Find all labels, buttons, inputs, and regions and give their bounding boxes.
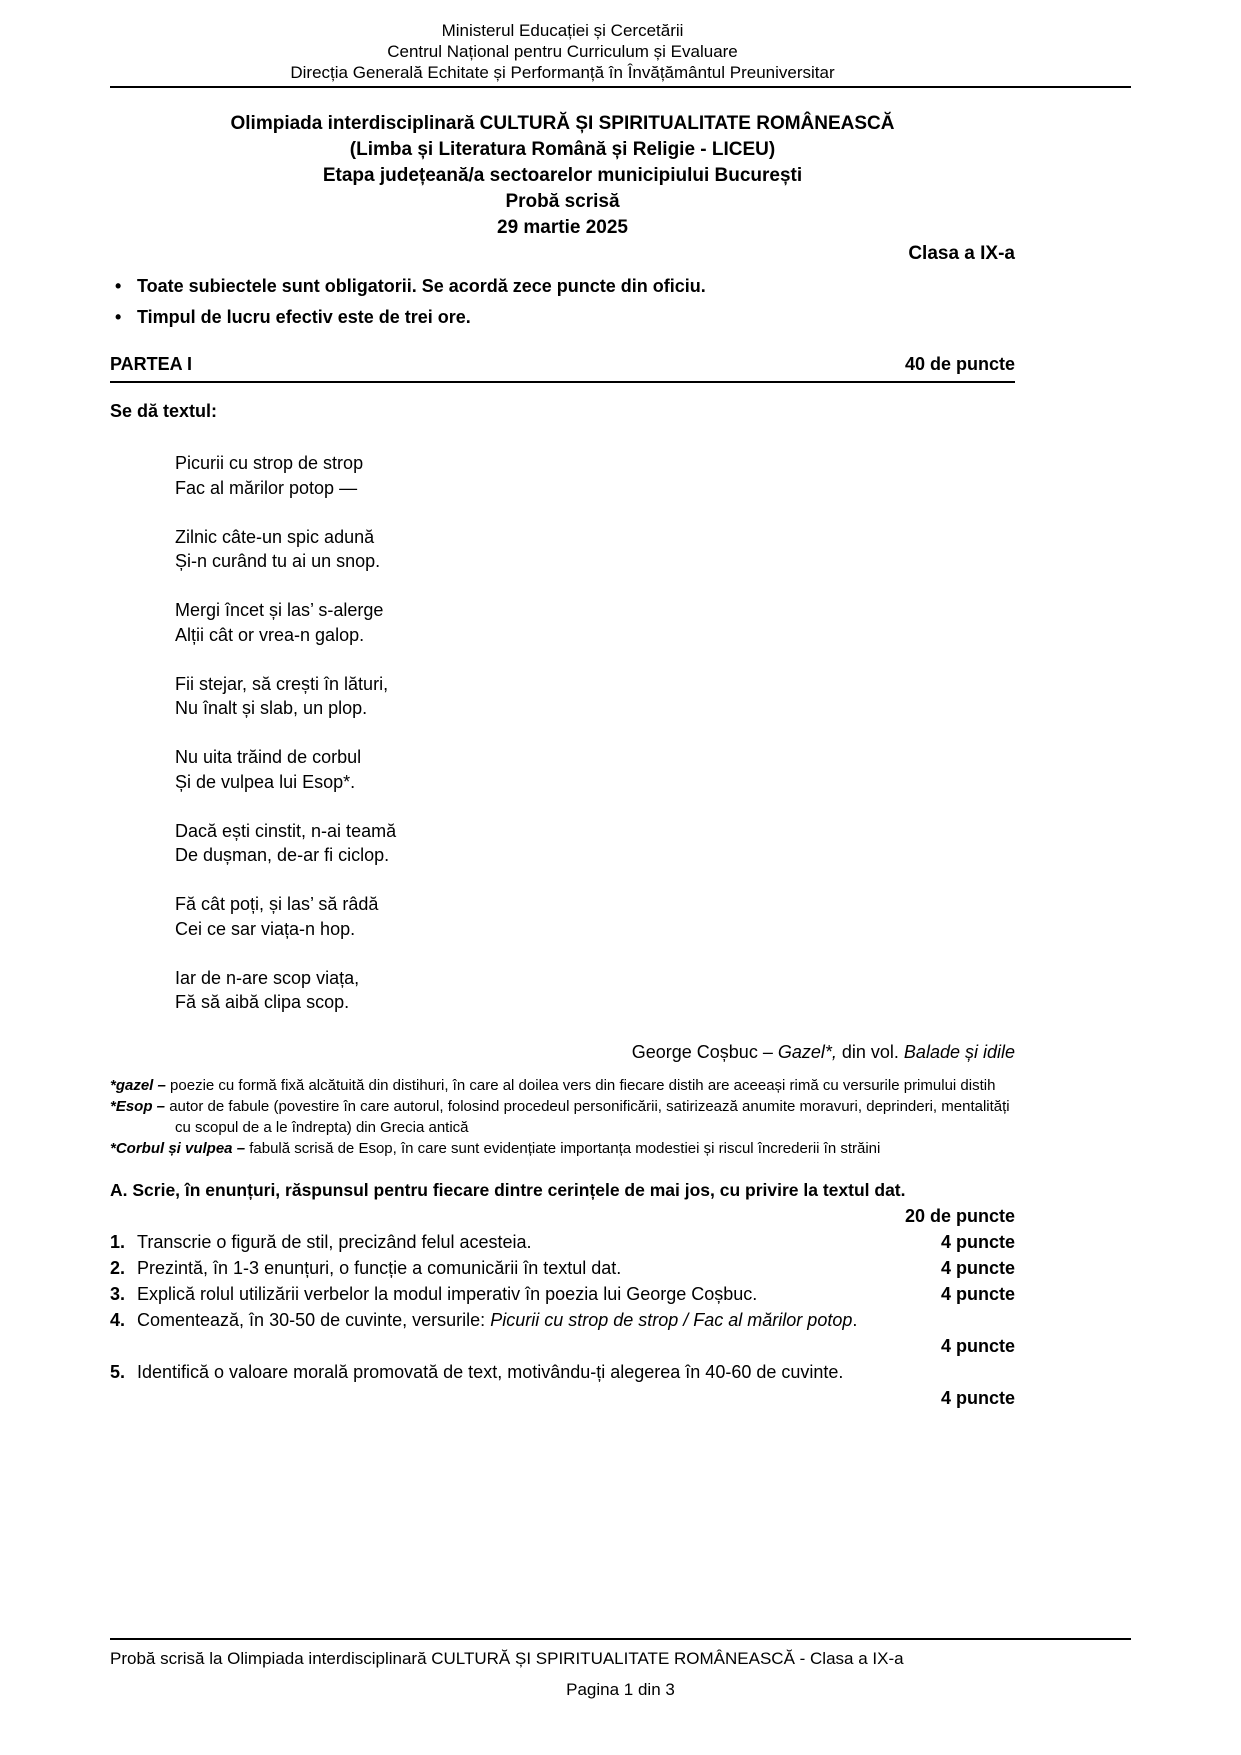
poem-verse: De dușman, de-ar fi ciclop. [175, 845, 390, 865]
header-line-directorate: Direcția Generală Echitate și Performanță în Învățământul Preuniversitar [290, 63, 835, 82]
attribution-volume-label: din vol. [836, 1042, 904, 1062]
title-stage: Etapa județeană/a sectoarelor municipiului București [322, 165, 803, 186]
title-block [110, 111, 1015, 241]
title-exam-type: Probă scrisă [505, 191, 620, 212]
part1-points: 40 de puncte [904, 354, 1015, 374]
poem-stanza [175, 745, 1015, 794]
document-body [110, 111, 1131, 1411]
poem-verse: Fac al mărilor potop — [175, 477, 358, 498]
requirement-number: 3. [110, 1284, 126, 1304]
requirement-points: 4 puncte [940, 1258, 1015, 1278]
poem-verse: Nu uita trăind de corbul [175, 747, 362, 767]
poem-stanza [175, 892, 1015, 941]
instruction-item [110, 273, 1015, 299]
footer-exam-label: Probă scrisă la Olimpiada interdisciplinară CULTURĂ ȘI SPIRITUALITATE ROMÂNEASCĂ - Clasa a IX-a [110, 1649, 904, 1668]
requirement-points: 4 puncte [940, 1284, 1015, 1304]
section-a-points: 20 de puncte [904, 1206, 1015, 1226]
requirement-text: 4. Comentează, în 30-50 de cuvinte, versurile: Picurii cu strop de strop / Fac al mărilor potop. [110, 1307, 1015, 1333]
bullet-icon [110, 304, 137, 330]
attribution-author: George Coșbuc – [631, 1042, 778, 1062]
requirement-points: 4 puncte [940, 1232, 1015, 1252]
poem-stanza [175, 819, 1015, 868]
instruction-text: Toate subiectele sunt obligatorii. Se acordă zece puncte din oficiu. [137, 276, 706, 296]
requirement-points: 4 puncte [940, 1336, 1015, 1356]
footnote-term: *Corbul și vulpea – [110, 1140, 246, 1157]
requirement-number: 2. [110, 1258, 126, 1278]
section-a [110, 1177, 1015, 1411]
document-header [110, 20, 1131, 83]
poem-verse: Mergi încet și las’ s-alerge [175, 600, 384, 620]
footnote-corbul-si-vulpea [110, 1138, 1015, 1159]
requirement-number: 1. [110, 1232, 126, 1252]
poem-verse: Nu înalt și slab, un plop. [175, 698, 368, 718]
instructions-list [110, 273, 1015, 330]
requirement-item-5 [110, 1359, 1015, 1385]
instruction-item [110, 304, 1015, 330]
part1-heading [110, 351, 1015, 383]
poem-verse: Fă să aibă clipa scop. [175, 992, 350, 1012]
poem-verse: Cei ce sar viața-n hop. [175, 918, 356, 939]
bullet-icon [110, 273, 137, 299]
header-line-ministry: Ministerul Educației și Cercetării [441, 21, 684, 40]
requirement-number: 4. [110, 1310, 126, 1330]
attribution-volume-title: Balade și idile [903, 1042, 1015, 1062]
section-a-heading: A. Scrie, în enunțuri, răspunsul pentru fiecare dintre cerințele de mai jos, cu privire la textul dat. [110, 1180, 906, 1200]
header-line-center: Centrul Național pentru Curriculum și Evaluare [387, 42, 738, 61]
text-intro: Se dă textul: [110, 401, 218, 421]
footnote-term: *Esop – [110, 1098, 166, 1115]
requirement-item-3 [110, 1281, 1015, 1307]
poem-verse: Dacă ești cinstit, n-ai teamă [175, 820, 397, 841]
requirement-text: 1. Transcrie o figură de stil, precizând felul acesteia. [110, 1229, 929, 1255]
title-subjects: (Limba și Literatura Română și Religie - LICEU) [349, 139, 776, 160]
poem-verse: Iar de n-are scop viața, [175, 967, 360, 988]
requirement-number: 5. [110, 1362, 126, 1382]
requirement-text: 2. Prezintă, în 1-3 enunțuri, o funcție a comunicării în textul dat. [110, 1255, 929, 1281]
footnote-text: poezie cu formă fixă alcătuită din distihuri, în care al doilea vers din fiecare distih are aceeași rimă cu versurile primului distih [165, 1077, 996, 1094]
footnotes [110, 1075, 1015, 1159]
part1-label: PARTEA I [110, 354, 193, 374]
requirement-text: 3. Explică rolul utilizării verbelor la modul imperativ în poezia lui George Coșbuc. [110, 1281, 929, 1307]
poem-stanza [175, 966, 1015, 1015]
title-date: 29 martie 2025 [497, 217, 628, 238]
poem-verse: Zilnic câte-un spic adună [175, 526, 375, 547]
footnote-term: *gazel – [110, 1077, 166, 1094]
title-olympiad: Olimpiada interdisciplinară CULTURĂ ȘI SPIRITUALITATE ROMÂNEASCĂ [230, 113, 895, 134]
attribution-work-title: Gazel*, [777, 1042, 837, 1062]
poem-stanza [175, 598, 1015, 647]
poem-stanza [175, 451, 1015, 500]
footnote-esop [110, 1096, 1015, 1138]
footnote-text: fabulă scrisă de Esop, în care sunt evidențiate importanța modestiei și riscul încrederii în străini [245, 1140, 881, 1157]
requirement-text: 5. Identifică o valoare morală promovată de text, motivându-ți alegerea în 40-60 de cuvinte. [110, 1359, 1015, 1385]
poem-verse: Și de vulpea lui Esop*. [175, 771, 356, 792]
requirement-item-4 [110, 1307, 1015, 1333]
poem-stanza [175, 525, 1015, 574]
poem-verse: Picurii cu strop de strop [175, 453, 364, 473]
document-footer [110, 1638, 1131, 1700]
footnote-gazel [110, 1075, 1015, 1096]
poem-verse: Alții cât or vrea-n galop. [175, 624, 365, 645]
poem-verse: Fă cât poți, și las’ să râdă [175, 894, 379, 914]
footnote-text: autor de fabule (povestire în care autorul, folosind procedeul personificării, satirizează anumite moravuri, deprinderi, mentalități cu scopul de a le îndrepta) din Grecia antică [165, 1098, 1010, 1136]
instruction-text: Timpul de lucru efectiv este de trei ore. [137, 307, 471, 327]
poem-stanza [175, 672, 1015, 721]
class-label: Clasa a IX-a [908, 243, 1015, 264]
header-divider [110, 86, 1131, 88]
requirement-item-2 [110, 1255, 1015, 1281]
requirement-points: 4 puncte [940, 1388, 1015, 1408]
poem-verse: Și-n curând tu ai un snop. [175, 551, 381, 571]
requirement-item-1 [110, 1229, 1015, 1255]
poem [110, 451, 1015, 1015]
quoted-verses: Picurii cu strop de strop / Fac al mărilor potop [490, 1310, 853, 1330]
poem-attribution [110, 1039, 1015, 1065]
poem-verse: Fii stejar, să crești în lături, [175, 673, 389, 694]
page-number: Pagina 1 din 3 [566, 1680, 675, 1699]
